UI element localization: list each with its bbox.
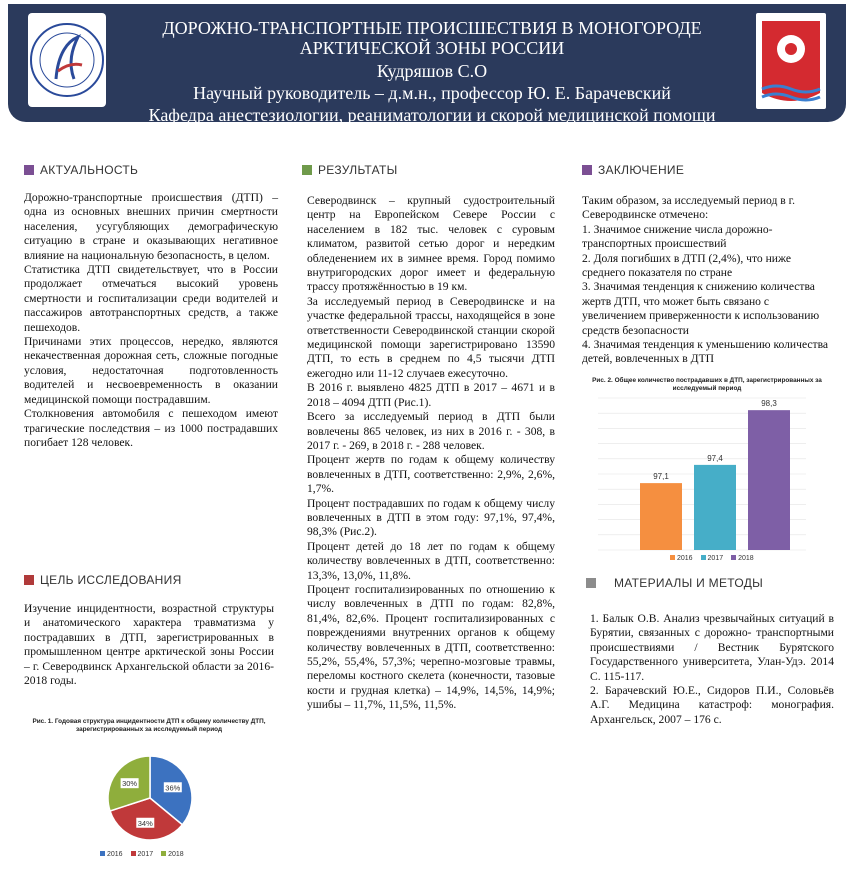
results-paragraph: Процент детей до 18 лет по годам к общему количеству вовлеченных в ДТП, соответственно: 13,3%, 13,0%, 11,8%. bbox=[307, 539, 555, 582]
results-heading: РЕЗУЛЬТАТЫ bbox=[302, 163, 398, 179]
bar-chart-caption: Рис. 2. Общее количество пострадавших в ДТП, зарегистрированных за исследуемый период bbox=[592, 377, 822, 392]
relevance-paragraph: Столкновения автомобиля с пешеходом имеют трагические последствия – из 1000 пострадавших погибает 128 человек. bbox=[24, 407, 278, 449]
bar-data-label: 97,1 bbox=[653, 472, 669, 482]
legend-swatch-2016 bbox=[670, 555, 675, 560]
conclusion-line: 3. Значимая тенденция к снижению количества жертв ДТП, что может быть связано с увеличением приверженности к использованию средств безопасности bbox=[582, 280, 820, 337]
legend-label-2017: 2017 bbox=[707, 555, 724, 562]
legend-swatch-2017 bbox=[131, 851, 136, 856]
pie-chart-caption: Рис. 1. Годовая структура инцидентности ДТП к общему количеству ДТП, зарегистрированных за исследуемый период bbox=[32, 718, 266, 733]
poster-header bbox=[8, 4, 846, 125]
relevance-marker bbox=[24, 165, 34, 175]
results-paragraph: За исследуемый период в Северодвинске и на участке федеральной трассы, находящейся в зоне ответственности Северодвинской станции скорой медицинской помощи зарегистрировано 13590 ДТП, то есть в среднем по 4,5 тысячи ДТП ежегодно или 11-12 случаев ежесуточно. bbox=[307, 294, 555, 380]
methods-marker bbox=[586, 578, 596, 588]
conclusion-marker bbox=[582, 165, 592, 175]
methods-text bbox=[590, 612, 834, 727]
pie-chart bbox=[100, 750, 200, 846]
conclusion-heading: ЗАКЛЮЧЕНИЕ bbox=[582, 163, 684, 179]
legend-label-2018: 2018 bbox=[168, 851, 184, 858]
author-name: Кудряшов С.О bbox=[376, 61, 488, 81]
bar-chart bbox=[586, 394, 812, 554]
poster-title-line2: АРКТИЧЕСКОЙ ЗОНЫ РОССИИ bbox=[299, 38, 565, 58]
goal-marker bbox=[24, 575, 34, 585]
conclusion-text bbox=[582, 194, 830, 367]
results-paragraph: Северодвинск – крупный судостроительный центр на Европейском Севере России с населением в 182 тыс. человек с суровым климатом, развитой сетью дорог и нередким обледенением их в зимнее время. Город помимо внутригородских дорог имеет и федеральную трассу протяжённостью в 19 км. bbox=[307, 194, 555, 294]
relevance-paragraph: Дорожно-транспортные происшествия (ДТП) – одна из основных внешних причин смертности населения, усугубляющих демографическую ситуацию в стране и оказывающих негативное влияние на национальную безопасность, в целом. bbox=[24, 191, 278, 262]
methods-heading: МАТЕРИАЛЫ И МЕТОДЫ bbox=[586, 576, 763, 592]
goal-heading: ЦЕЛЬ ИССЛЕДОВАНИЯ bbox=[24, 573, 182, 589]
supervisor: Научный руководитель – д.м.н., профессор Ю. Е. Барачевский bbox=[193, 83, 671, 103]
results-paragraph: Процент жертв по годам к общему количеству вовлеченных в ДТП, соответственно: 2,9%, 2,6%, 1,7%. bbox=[307, 453, 555, 496]
reference-item: 1. Балык О.В. Анализ чрезвычайных ситуаций в Бурятии, связанных с дорожно- транспортными происшествиями / Вестник Бурятского Государственного университета, Улан-Удэ. 2014 С. 115-117. bbox=[590, 612, 834, 683]
relevance-heading: АКТУАЛЬНОСТЬ bbox=[24, 163, 138, 179]
conclusion-line: Таким образом, за исследуемый период в г. Северодвинске отмечено: bbox=[582, 194, 796, 222]
relevance-text bbox=[24, 191, 278, 450]
goal-text: Изучение инцидентности, возрастной структуры и анатомического характера травматизма у пострадавших в ДТП, зарегистрированных в промышленном центре арктической зоны России – г. Северодвинск Архангельской области за 2016-2018 годы. bbox=[24, 602, 274, 688]
conclusion-line: 2. Доля погибших в ДТП (2,4%), что ниже среднего показателя по стране bbox=[582, 251, 792, 280]
results-paragraph: В 2016 г. выявлено 4825 ДТП в 2017 – 4671 и в 2018 – 4094 ДТП (Рис.1). bbox=[307, 381, 555, 409]
pie-legend bbox=[94, 851, 184, 858]
legend-label-2017: 2017 bbox=[137, 851, 154, 858]
reference-item: 2. Барачевский Ю.Е., Сидоров П.И., Соловьёв А.Г. Медицина катастроф: монография. Архангельск, 2007 – 176 с. bbox=[590, 684, 834, 726]
legend-label-2016: 2016 bbox=[107, 851, 123, 858]
results-text bbox=[307, 194, 555, 713]
results-paragraph: Процент пострадавших по годам к общему числу вовлеченных в ДТП в этом году: 97,1%, 97,4%, 98,3% (Рис.2). bbox=[307, 496, 555, 539]
legend-label-2018: 2018 bbox=[738, 555, 754, 562]
department: Кафедра анестезиологии, реаниматологии и скорой медицинской помощи bbox=[148, 105, 716, 125]
conclusion-line: 4. Значимая тенденция к уменьшению количества детей, вовлеченных в ДТП bbox=[582, 338, 829, 366]
pie-data-label: 30% bbox=[122, 779, 138, 789]
bar-legend bbox=[664, 555, 754, 562]
legend-swatch-2016 bbox=[100, 851, 105, 856]
pie-data-label: 34% bbox=[137, 818, 153, 828]
results-paragraph: Всего за исследуемый период в ДТП были вовлечены 865 человек, из них в 2016 г. - 308, в 2017 г. - 269, в 2018 г. - 288 человек. bbox=[307, 410, 555, 452]
relevance-paragraph: Статистика ДТП свидетельствует, что в России продолжает отмечаться высокий уровень смертности и госпитализации среди водителей и пассажиров автотранспортных средств, а также пешеходов. bbox=[24, 263, 278, 334]
bar-2018 bbox=[748, 410, 790, 550]
bar-data-label: 98,3 bbox=[761, 399, 777, 409]
bar-data-label: 97,4 bbox=[707, 453, 723, 463]
conclusion-line: 1. Значимое снижение числа дорожно-транспортных происшествий bbox=[582, 222, 773, 251]
poster-title-line1: ДОРОЖНО-ТРАНСПОРТНЫЕ ПРОИСШЕСТВИЯ В МОНОГОРОДЕ bbox=[162, 18, 702, 38]
legend-label-2016: 2016 bbox=[677, 555, 693, 562]
legend-swatch-2017 bbox=[701, 555, 706, 560]
bar-2016 bbox=[640, 483, 682, 550]
bar-2017 bbox=[694, 465, 736, 550]
university-logo bbox=[28, 13, 106, 107]
city-coat-of-arms bbox=[756, 13, 826, 109]
pie-data-label: 36% bbox=[165, 783, 181, 793]
legend-swatch-2018 bbox=[161, 851, 166, 856]
results-marker bbox=[302, 165, 312, 175]
legend-swatch-2018 bbox=[731, 555, 736, 560]
relevance-paragraph: Причинами этих процессов, нередко, являются некачественная дорожная сеть, сложные погодные условия, недостаточная подготовленность водителей и несвоевременность в оказании медицинской помощи пострадавшим. bbox=[24, 335, 278, 406]
results-paragraph: Процент госпитализированных по отношению к числу вовлеченных в ДТП по годам: 82,8%, 81,4%, 82,6%. Процент госпитализированных с повреждениями внутренних органов к общему количеству вовлеченных в ДТП, соответственно: 55,2%, 55,4%, 57,3%; черепно-мозговые травмы, переломы костного скелета (конечности, тазовые кости и грудная клетка) – 14,9%, 14,5%, 14,9%; ушибы – 11,7%, 11,5%, 11,5%. bbox=[307, 582, 555, 712]
